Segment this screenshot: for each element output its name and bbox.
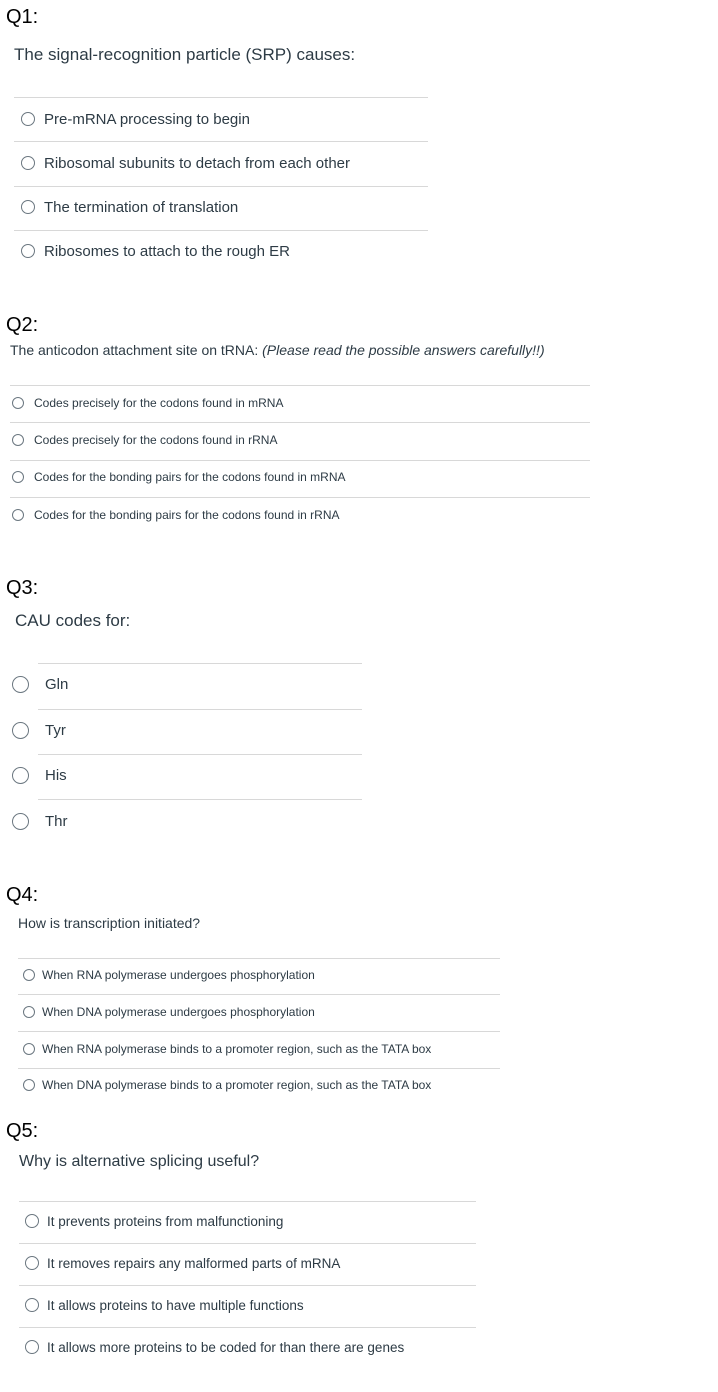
radio-button[interactable]: [25, 1298, 39, 1312]
option-label: It removes repairs any malformed parts of mRNA: [47, 1255, 341, 1271]
divider: [18, 1031, 500, 1032]
divider: [38, 663, 362, 664]
q1-option-c[interactable]: [21, 196, 238, 218]
question-1-label: Q1:: [6, 6, 39, 28]
question-5-prompt: Why is alternative splicing useful?: [19, 1153, 260, 1170]
option-label: Thr: [45, 812, 68, 830]
q4-option-b[interactable]: [23, 1003, 315, 1021]
radio-button[interactable]: [21, 112, 35, 126]
radio-button[interactable]: [23, 1043, 35, 1055]
q5-option-b[interactable]: [25, 1253, 340, 1273]
option-label: Ribosomal subunits to detach from each other: [44, 154, 350, 172]
q3-option-a[interactable]: [12, 671, 68, 697]
divider: [14, 186, 428, 187]
radio-button[interactable]: [25, 1214, 39, 1228]
question-4-prompt: How is transcription initiated?: [18, 915, 201, 931]
question-1-prompt: The signal-recognition particle (SRP) causes:: [14, 45, 356, 64]
option-label: When RNA polymerase undergoes phosphorylation: [42, 968, 315, 982]
radio-button[interactable]: [21, 244, 35, 258]
radio-button[interactable]: [23, 1006, 35, 1018]
q4-option-a[interactable]: [23, 966, 315, 984]
q1-option-a[interactable]: [21, 108, 250, 130]
divider: [19, 1327, 476, 1328]
divider: [14, 97, 428, 98]
radio-button[interactable]: [12, 509, 24, 521]
option-label: Tyr: [45, 721, 66, 739]
divider: [38, 754, 362, 755]
radio-button[interactable]: [12, 397, 24, 409]
divider: [38, 709, 362, 710]
option-label: Codes precisely for the codons found in mRNA: [34, 396, 284, 410]
q3-option-c[interactable]: [12, 762, 67, 788]
question-4-label: Q4:: [6, 884, 39, 906]
question-5-label: Q5:: [6, 1120, 39, 1142]
radio-button[interactable]: [25, 1256, 39, 1270]
prompt-text: The anticodon attachment site on tRNA:: [10, 342, 263, 358]
divider: [18, 994, 500, 995]
q5-option-c[interactable]: [25, 1295, 304, 1315]
divider: [14, 141, 428, 142]
option-label: It allows proteins to have multiple functions: [47, 1297, 304, 1313]
question-2-prompt: [10, 342, 545, 358]
q5-option-a[interactable]: [25, 1211, 283, 1231]
q2-option-c[interactable]: [12, 468, 346, 486]
radio-button[interactable]: [12, 434, 24, 446]
q1-option-d[interactable]: [21, 240, 290, 262]
option-label: When RNA polymerase binds to a promoter region, such as the TATA box: [42, 1042, 432, 1056]
option-label: Gln: [45, 675, 69, 693]
radio-button[interactable]: [12, 471, 24, 483]
question-3-prompt: CAU codes for:: [15, 611, 131, 630]
option-label: Ribosomes to attach to the rough ER: [44, 242, 290, 260]
option-label: It allows more proteins to be coded for than there are genes: [47, 1339, 405, 1355]
q3-option-d[interactable]: [12, 808, 68, 834]
divider: [10, 497, 590, 498]
radio-button[interactable]: [12, 676, 29, 693]
option-label: His: [45, 766, 67, 784]
option-label: The termination of translation: [44, 198, 239, 216]
divider: [19, 1243, 476, 1244]
option-label: When DNA polymerase binds to a promoter region, such as the TATA box: [42, 1078, 432, 1092]
q4-option-c[interactable]: [23, 1040, 431, 1058]
q2-option-a[interactable]: [12, 394, 283, 412]
option-label: Codes precisely for the codons found in rRNA: [34, 433, 278, 447]
divider: [14, 230, 428, 231]
question-2-label: Q2:: [6, 314, 39, 336]
divider: [19, 1201, 476, 1202]
radio-button[interactable]: [21, 156, 35, 170]
divider: [19, 1285, 476, 1286]
divider: [10, 385, 590, 386]
option-label: When DNA polymerase undergoes phosphorylation: [42, 1005, 315, 1019]
option-label: It prevents proteins from malfunctioning: [47, 1213, 284, 1229]
option-label: Codes for the bonding pairs for the codons found in mRNA: [34, 470, 346, 484]
radio-button[interactable]: [25, 1340, 39, 1354]
q4-option-d[interactable]: [23, 1076, 431, 1094]
divider: [10, 460, 590, 461]
q5-option-d[interactable]: [25, 1337, 404, 1357]
divider: [18, 958, 500, 959]
q1-option-b[interactable]: [21, 152, 350, 174]
radio-button[interactable]: [12, 722, 29, 739]
divider: [38, 799, 362, 800]
question-3-label: Q3:: [6, 577, 39, 599]
q2-option-d[interactable]: [12, 506, 340, 524]
q3-option-b[interactable]: [12, 717, 66, 743]
option-label: Codes for the bonding pairs for the codons found in rRNA: [34, 508, 340, 522]
option-label: Pre-mRNA processing to begin: [44, 110, 250, 128]
prompt-emphasis: (Please read the possible answers carefully!!): [262, 342, 545, 358]
divider: [18, 1068, 500, 1069]
radio-button[interactable]: [21, 200, 35, 214]
radio-button[interactable]: [23, 969, 35, 981]
q2-option-b[interactable]: [12, 431, 277, 449]
radio-button[interactable]: [12, 767, 29, 784]
radio-button[interactable]: [12, 813, 29, 830]
radio-button[interactable]: [23, 1079, 35, 1091]
divider: [10, 422, 590, 423]
